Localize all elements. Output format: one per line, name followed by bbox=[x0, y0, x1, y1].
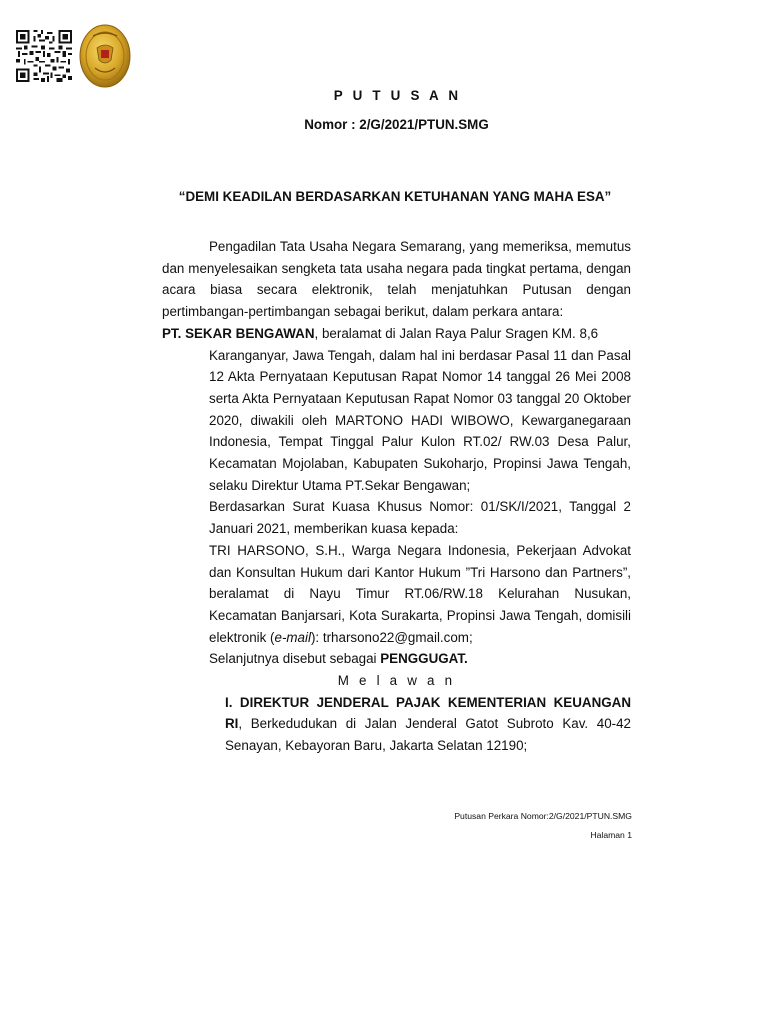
kuasa-text: TRI HARSONO, S.H., Warga Negara Indonesia, Pekerjaan Advokat dan Konsultan Hukum dari Kantor Hukum ”Tri Harsono dan Partners”, beralamat di Nayu Timur RT.06/RW.18 Kelurahan Nusukan, Kecamatan Banjarsari, Kota Surakarta, Propinsi Jawa Tengah, domisili elektronik ( bbox=[209, 542, 631, 645]
footer-case-number: Putusan Perkara Nomor:2/G/2021/PTUN.SMG bbox=[454, 811, 632, 821]
mahkamah-agung-seal-icon bbox=[79, 24, 131, 88]
email-label: e-mail bbox=[274, 629, 311, 645]
penggugat-line bbox=[162, 648, 631, 670]
plaintiff-name: PT. SEKAR BENGAWAN bbox=[162, 325, 315, 341]
melawan-heading: M e l a w a n bbox=[337, 673, 456, 689]
qr-code-icon bbox=[16, 30, 72, 82]
case-number: Nomor : 2/G/2021/PTUN.SMG bbox=[304, 117, 489, 132]
opening-paragraph: Pengadilan Tata Usaha Negara Semarang, yang memeriksa, memutus dan menyelesaikan sengketa tata usaha negara pada tingkat pertama, dengan acara biasa secara elektronik, telah menjatuhkan Putusan dengan pertimbangan-pertimbangan sebagai berikut, dalam perkara antara: bbox=[162, 239, 631, 320]
selanjutnya-text: Selanjutnya disebut sebagai bbox=[209, 651, 381, 667]
defendant-name: I. DIREKTUR JENDERAL PAJAK KEMENTERIAN KEUANGAN RI bbox=[225, 694, 631, 732]
penggugat-label: PENGGUGAT. bbox=[380, 651, 468, 667]
surat-kuasa-paragraph: Berdasarkan Surat Kuasa Khusus Nomor: 01/SK/I/2021, Tanggal 2 Januari 2021, memberikan kuasa kepada: bbox=[209, 499, 631, 537]
plaintiff-paragraph bbox=[162, 323, 631, 345]
plaintiff-details: Karanganyar, Jawa Tengah, dalam hal ini berdasar Pasal 11 dan Pasal 12 Akta Pernyataan Keputusan Rapat Nomor 14 tanggal 26 Mei 2008 serta Akta Pernyataan Keputusan Rapat Nomor 03 tanggal 20 Oktober 2020, diwakili oleh MARTONO HADI WIBOWO, Kewarganegaraan Indonesia, Tempat Tinggal Palur Kulon RT.02/ RW.03 Desa Palur, Kecamatan Mojolaban, Kabupaten Sukoharjo, Propinsi Jawa Tengah, selaku Direktur Utama PT.Sekar Bengawan; bbox=[209, 347, 631, 493]
plaintiff-address-first: , beralamat di Jalan Raya Palur Sragen KM. 8,6 bbox=[314, 325, 599, 341]
footer-page-number: Halaman 1 bbox=[590, 830, 632, 840]
document-title: P U T U S A N bbox=[333, 88, 462, 103]
kuasa-paragraph bbox=[162, 540, 631, 649]
document-body bbox=[162, 236, 631, 757]
irah-irah-heading: “DEMI KEADILAN BERDASARKAN KETUHANAN YANG MAHA ESA” bbox=[178, 189, 612, 204]
email-value: ): trharsono22@gmail.com; bbox=[310, 629, 473, 645]
defendant-paragraph bbox=[162, 692, 631, 757]
defendant-address: , Berkedudukan di Jalan Jenderal Gatot Subroto Kav. 40-42 Senayan, Kebayoran Baru, Jakarta Selatan 12190; bbox=[225, 716, 631, 754]
